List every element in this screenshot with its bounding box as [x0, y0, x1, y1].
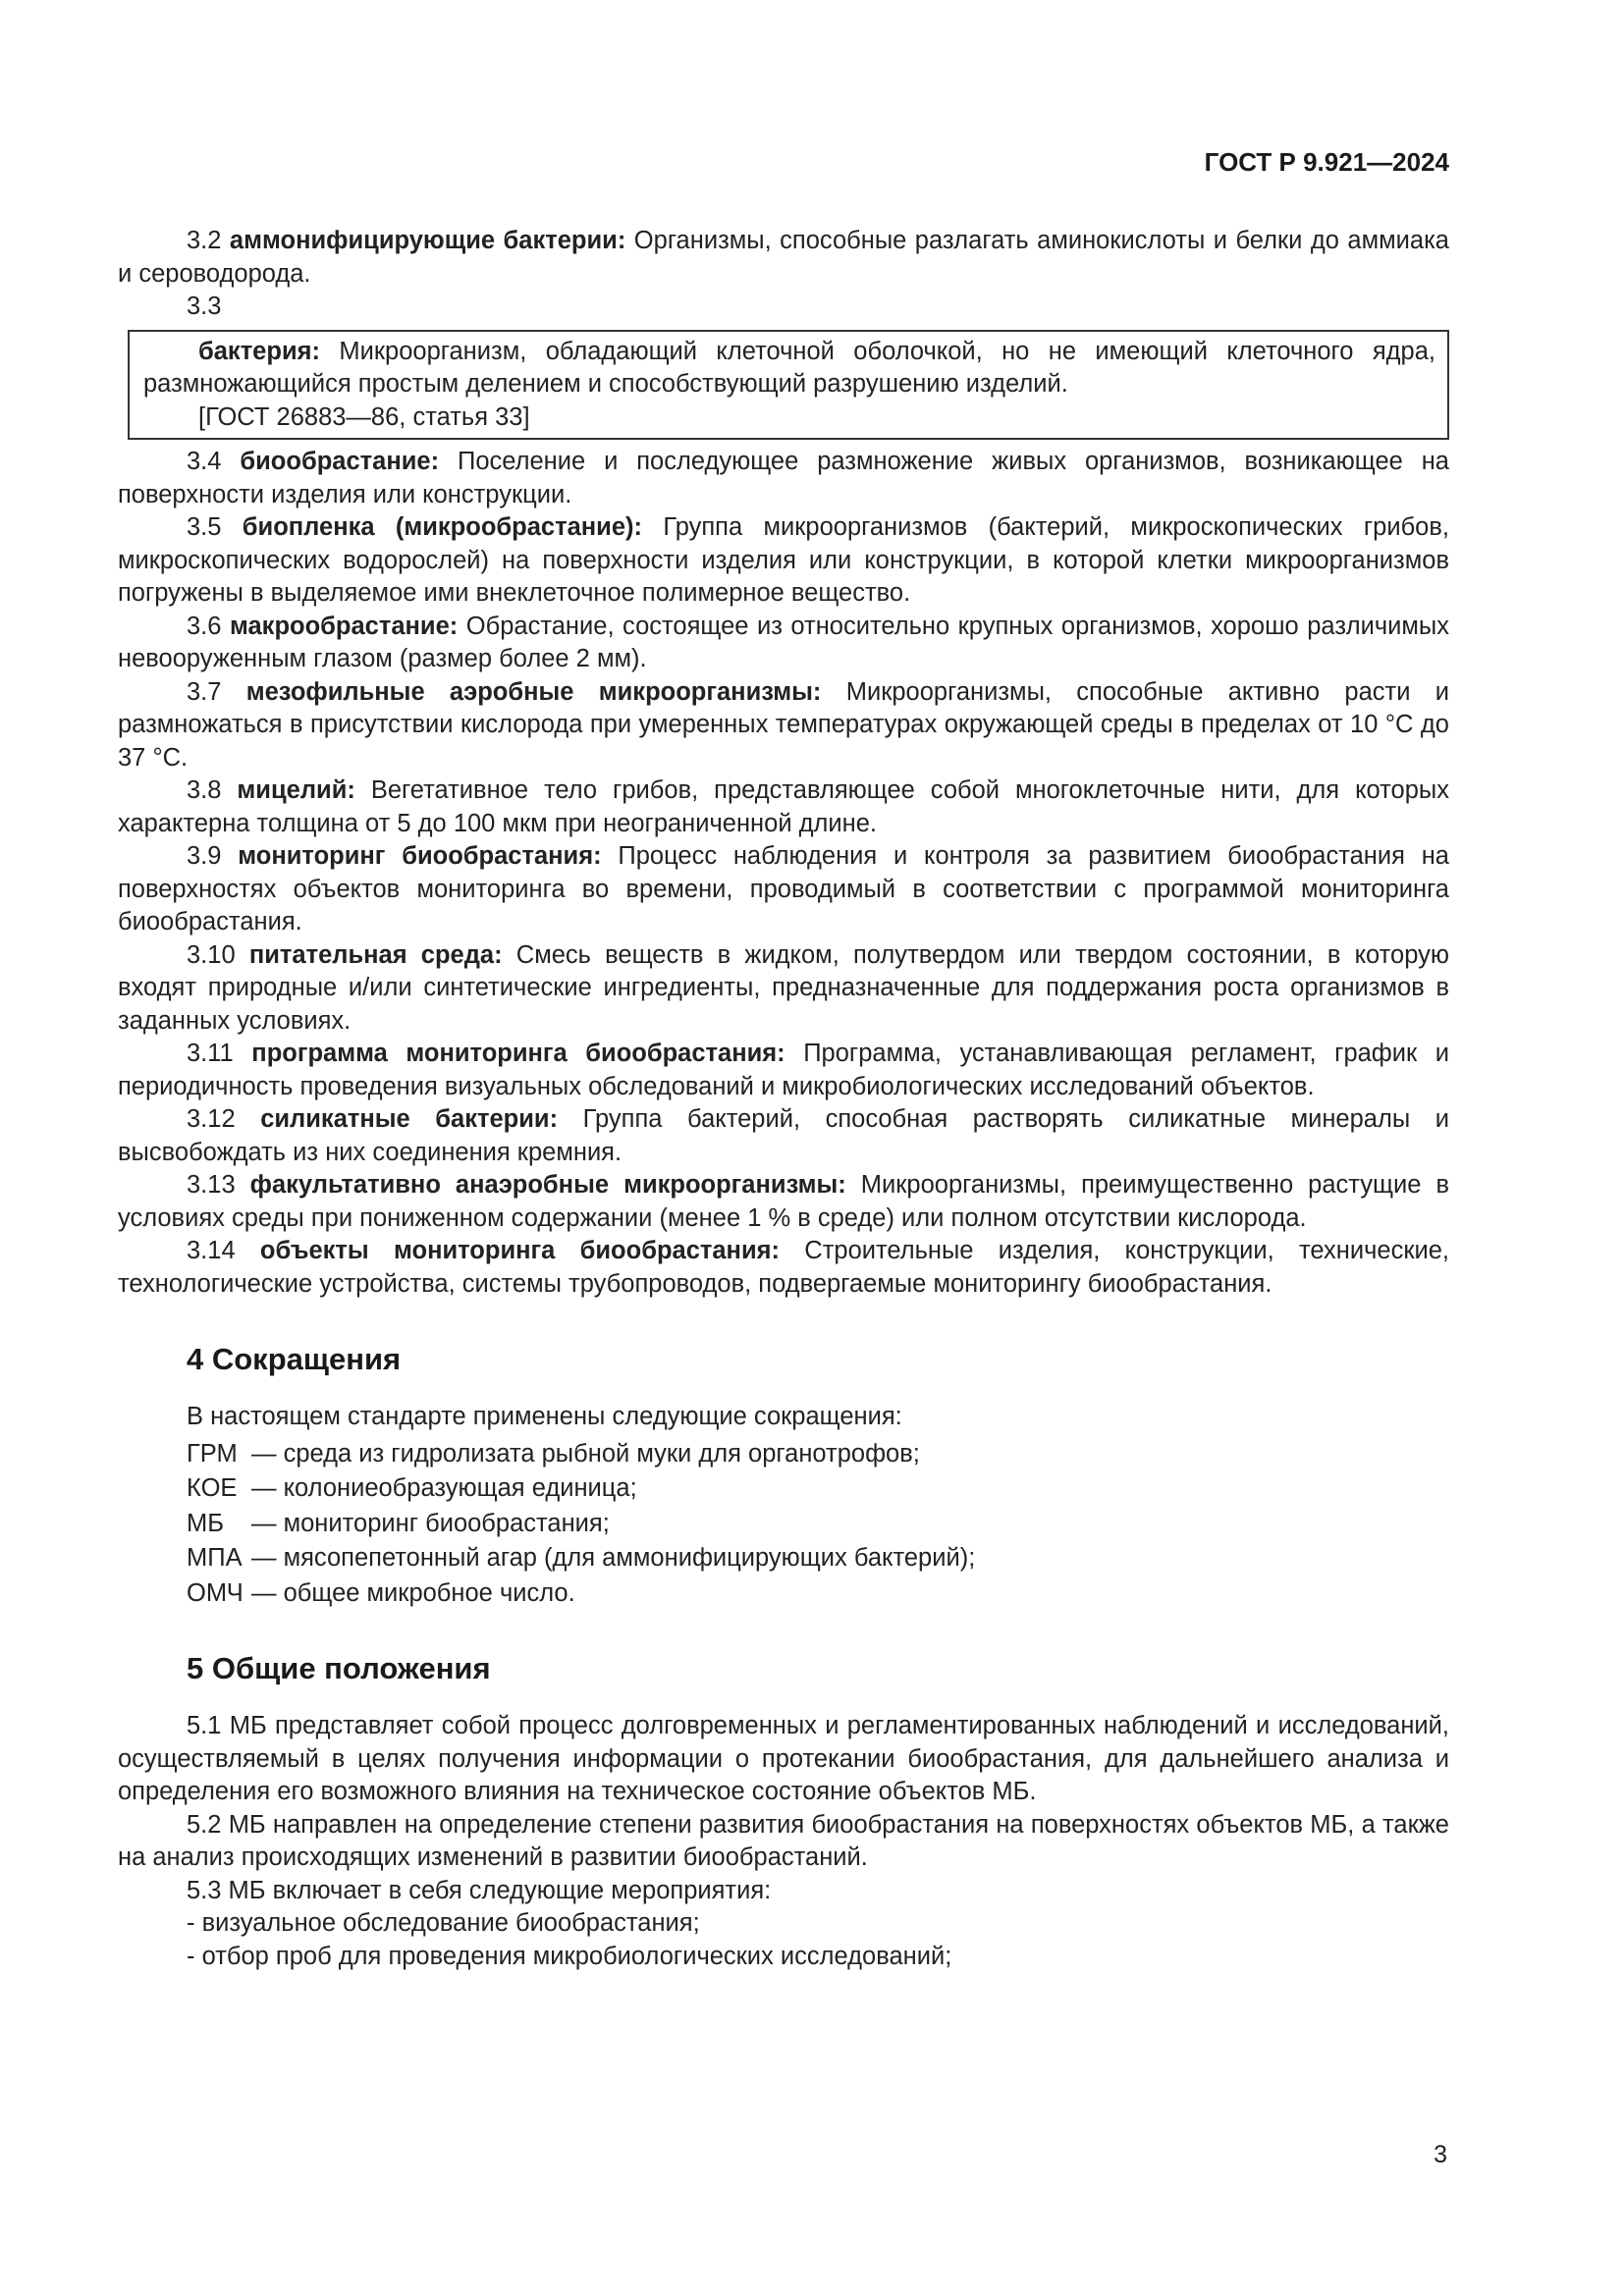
clause-5-2: 5.2 МБ направлен на определение степени развития биообрастания на поверхностях объектов МБ, а также на анализ происходящих изменений в развитии биообрастаний.: [118, 1810, 1449, 1871]
definition-3-3: [143, 336, 1435, 401]
term: силикатные бактерии:: [260, 1105, 559, 1133]
term: аммонифицирующие бактерии:: [229, 227, 626, 254]
abbreviation-code: МБ: [187, 1509, 224, 1537]
term: макрообрастание:: [229, 612, 459, 640]
term: мониторинг биообрастания:: [238, 842, 602, 870]
definition-3-13: [118, 1169, 1449, 1235]
clause-number: 3.10: [187, 940, 249, 969]
page-number: 3: [1434, 2141, 1447, 2168]
definition-text: Программа, устанавливающая регламент, график и периодичность проведения визуальных обследований и микробиологических исследований объектов.: [118, 1040, 1449, 1100]
clause-number: 3.7: [187, 677, 246, 706]
abbreviations-list: [118, 1438, 1449, 1611]
clause-number: 3.2: [187, 227, 230, 254]
definition-3-7: [118, 676, 1449, 775]
page-body: [118, 225, 1449, 1973]
term: программа мониторинга биообрастания:: [251, 1040, 785, 1067]
definition-3-12: [118, 1103, 1449, 1169]
definition-text: Поселение и последующее размножение живых организмов, возникающее на поверхности изделия или конструкции.: [118, 448, 1449, 508]
definition-text: Процесс наблюдения и контроля за развитием биообрастания на поверхностях объектов мониторинга во времени, проводимый в соответствии с программой мониторинга биообрастания.: [118, 842, 1449, 935]
clause-number: 3.13: [187, 1171, 250, 1199]
definition-text: Вегетативное тело грибов, представляющее собой многоклеточные нити, для которых характерна толщина от 5 до 100 мкм при неограниченной длине.: [118, 776, 1449, 837]
abbreviation-item: [118, 1508, 1449, 1541]
term: факультативно анаэробные микроорганизмы:: [249, 1171, 846, 1199]
abbreviation-item: [118, 1542, 1449, 1575]
definition-3-2: [118, 225, 1449, 291]
abbreviation-definition: — мясопепетонный агар (для аммонифицирующих бактерий);: [251, 1544, 976, 1572]
definition-3-4: [118, 446, 1449, 511]
clause-number-3-3: 3.3: [187, 293, 222, 320]
clause-number: 3.6: [187, 612, 230, 640]
list-item: - отбор проб для проведения микробиологических исследований;: [187, 1942, 952, 1970]
clause-number: 3.9: [187, 842, 239, 870]
clause-number: 3.14: [187, 1237, 260, 1264]
term: биопленка (микрообрастание):: [242, 513, 643, 541]
quoted-definition-box: [128, 330, 1449, 441]
clause-5-3: 5.3 МБ включает в себя следующие мероприятия:: [187, 1876, 772, 1904]
term: мезофильные аэробные микроорганизмы:: [245, 677, 822, 706]
definition-3-11: [118, 1038, 1449, 1103]
section-heading-general-provisions: 5 Общие положения: [187, 1651, 491, 1685]
document-id: ГОСТ Р 9.921—2024: [1204, 147, 1449, 177]
definition-3-14: [118, 1235, 1449, 1301]
abbreviation-code: ОМЧ: [187, 1578, 244, 1607]
term: мицелий:: [237, 776, 355, 804]
clause-number: 3.12: [187, 1105, 261, 1133]
definition-3-5: [118, 511, 1449, 611]
definition-text: Микроорганизм, обладающий клеточной оболочкой, но не имеющий клеточного ядра, размножающийся простым делением и способствующий разрушению изделий.: [143, 337, 1435, 398]
clause-number: 3.4: [187, 448, 241, 475]
abbreviation-definition: — колониеобразующая единица;: [251, 1474, 637, 1502]
clause-number: 3.8: [187, 776, 238, 804]
term: бактерия:: [198, 337, 320, 365]
section-heading-abbreviations: 4 Сокращения: [187, 1342, 402, 1376]
definition-text: Группа бактерий, способная растворять силикатные минералы и высвобождать из них соединения кремния.: [118, 1105, 1449, 1166]
abbreviation-code: ГРМ: [187, 1439, 238, 1468]
abbreviation-item: [118, 1438, 1449, 1471]
definition-text: Группа микроорганизмов (бактерий, микроскопических грибов, микроскопических водорослей) на поверхности изделия или конструкции, в которой клетки микроорганизмов погружены в выделяемое ими внеклеточное полимерное вещество.: [118, 513, 1449, 607]
definition-text: Обрастание, состоящее из относительно крупных организмов, хорошо различимых невооруженным глазом (размер более 2 мм).: [118, 612, 1449, 672]
list-item: - визуальное обследование биообрастания;: [187, 1909, 700, 1937]
abbreviation-code: КОЕ: [187, 1474, 238, 1502]
definition-text: Смесь веществ в жидком, полутвердом или твердом состоянии, в которую входят природные и/или синтетические ингредиенты, предназначенные для поддержания роста организмов в заданных условиях.: [118, 940, 1449, 1035]
abbreviation-item: [118, 1472, 1449, 1506]
abbreviation-definition: — мониторинг биообрастания;: [251, 1509, 610, 1537]
abbreviations-intro: В настоящем стандарте применены следующие сокращения:: [187, 1403, 902, 1430]
definition-text: Строительные изделия, конструкции, технические, технологические устройства, системы трубопроводов, подвергаемые мониторингу биообрастания.: [118, 1237, 1449, 1298]
term: питательная среда:: [248, 940, 503, 969]
source-reference: [ГОСТ 26883—86, статья 33]: [198, 402, 530, 431]
definition-text: Микроорганизмы, способные активно расти и размножаться в присутствии кислорода при умеренных температурах окружающей среды в пределах от 10 °С до 37 °С.: [118, 677, 1449, 772]
abbreviation-definition: — среда из гидролизата рыбной муки для органотрофов;: [251, 1439, 920, 1468]
abbreviation-item: [118, 1577, 1449, 1611]
abbreviation-code: МПА: [187, 1544, 243, 1572]
clause-number: 3.11: [187, 1040, 252, 1067]
clause-5-1: 5.1 МБ представляет собой процесс долговременных и регламентированных наблюдений и исследований, осуществляемый в целях получения информации о протекании биообрастания, для дальнейшего анализа и определения его возможного влияния на техническое состояние объектов МБ.: [118, 1712, 1449, 1805]
clause-number: 3.5: [187, 513, 243, 541]
definition-3-10: [118, 939, 1449, 1039]
definition-text: Организмы, способные разлагать аминокислоты и белки до аммиака и сероводорода.: [118, 227, 1449, 288]
term: биообрастание:: [240, 448, 440, 475]
definition-3-9: [118, 840, 1449, 939]
term: объекты мониторинга биообрастания:: [259, 1237, 781, 1264]
abbreviation-definition: — общее микробное число.: [251, 1578, 575, 1607]
definition-3-6: [118, 611, 1449, 676]
definition-3-8: [118, 774, 1449, 840]
definition-text: Микроорганизмы, преимущественно растущие в условиях среды при пониженном содержании (менее 1 % в среде) или полном отсутствии кислорода.: [118, 1171, 1449, 1232]
